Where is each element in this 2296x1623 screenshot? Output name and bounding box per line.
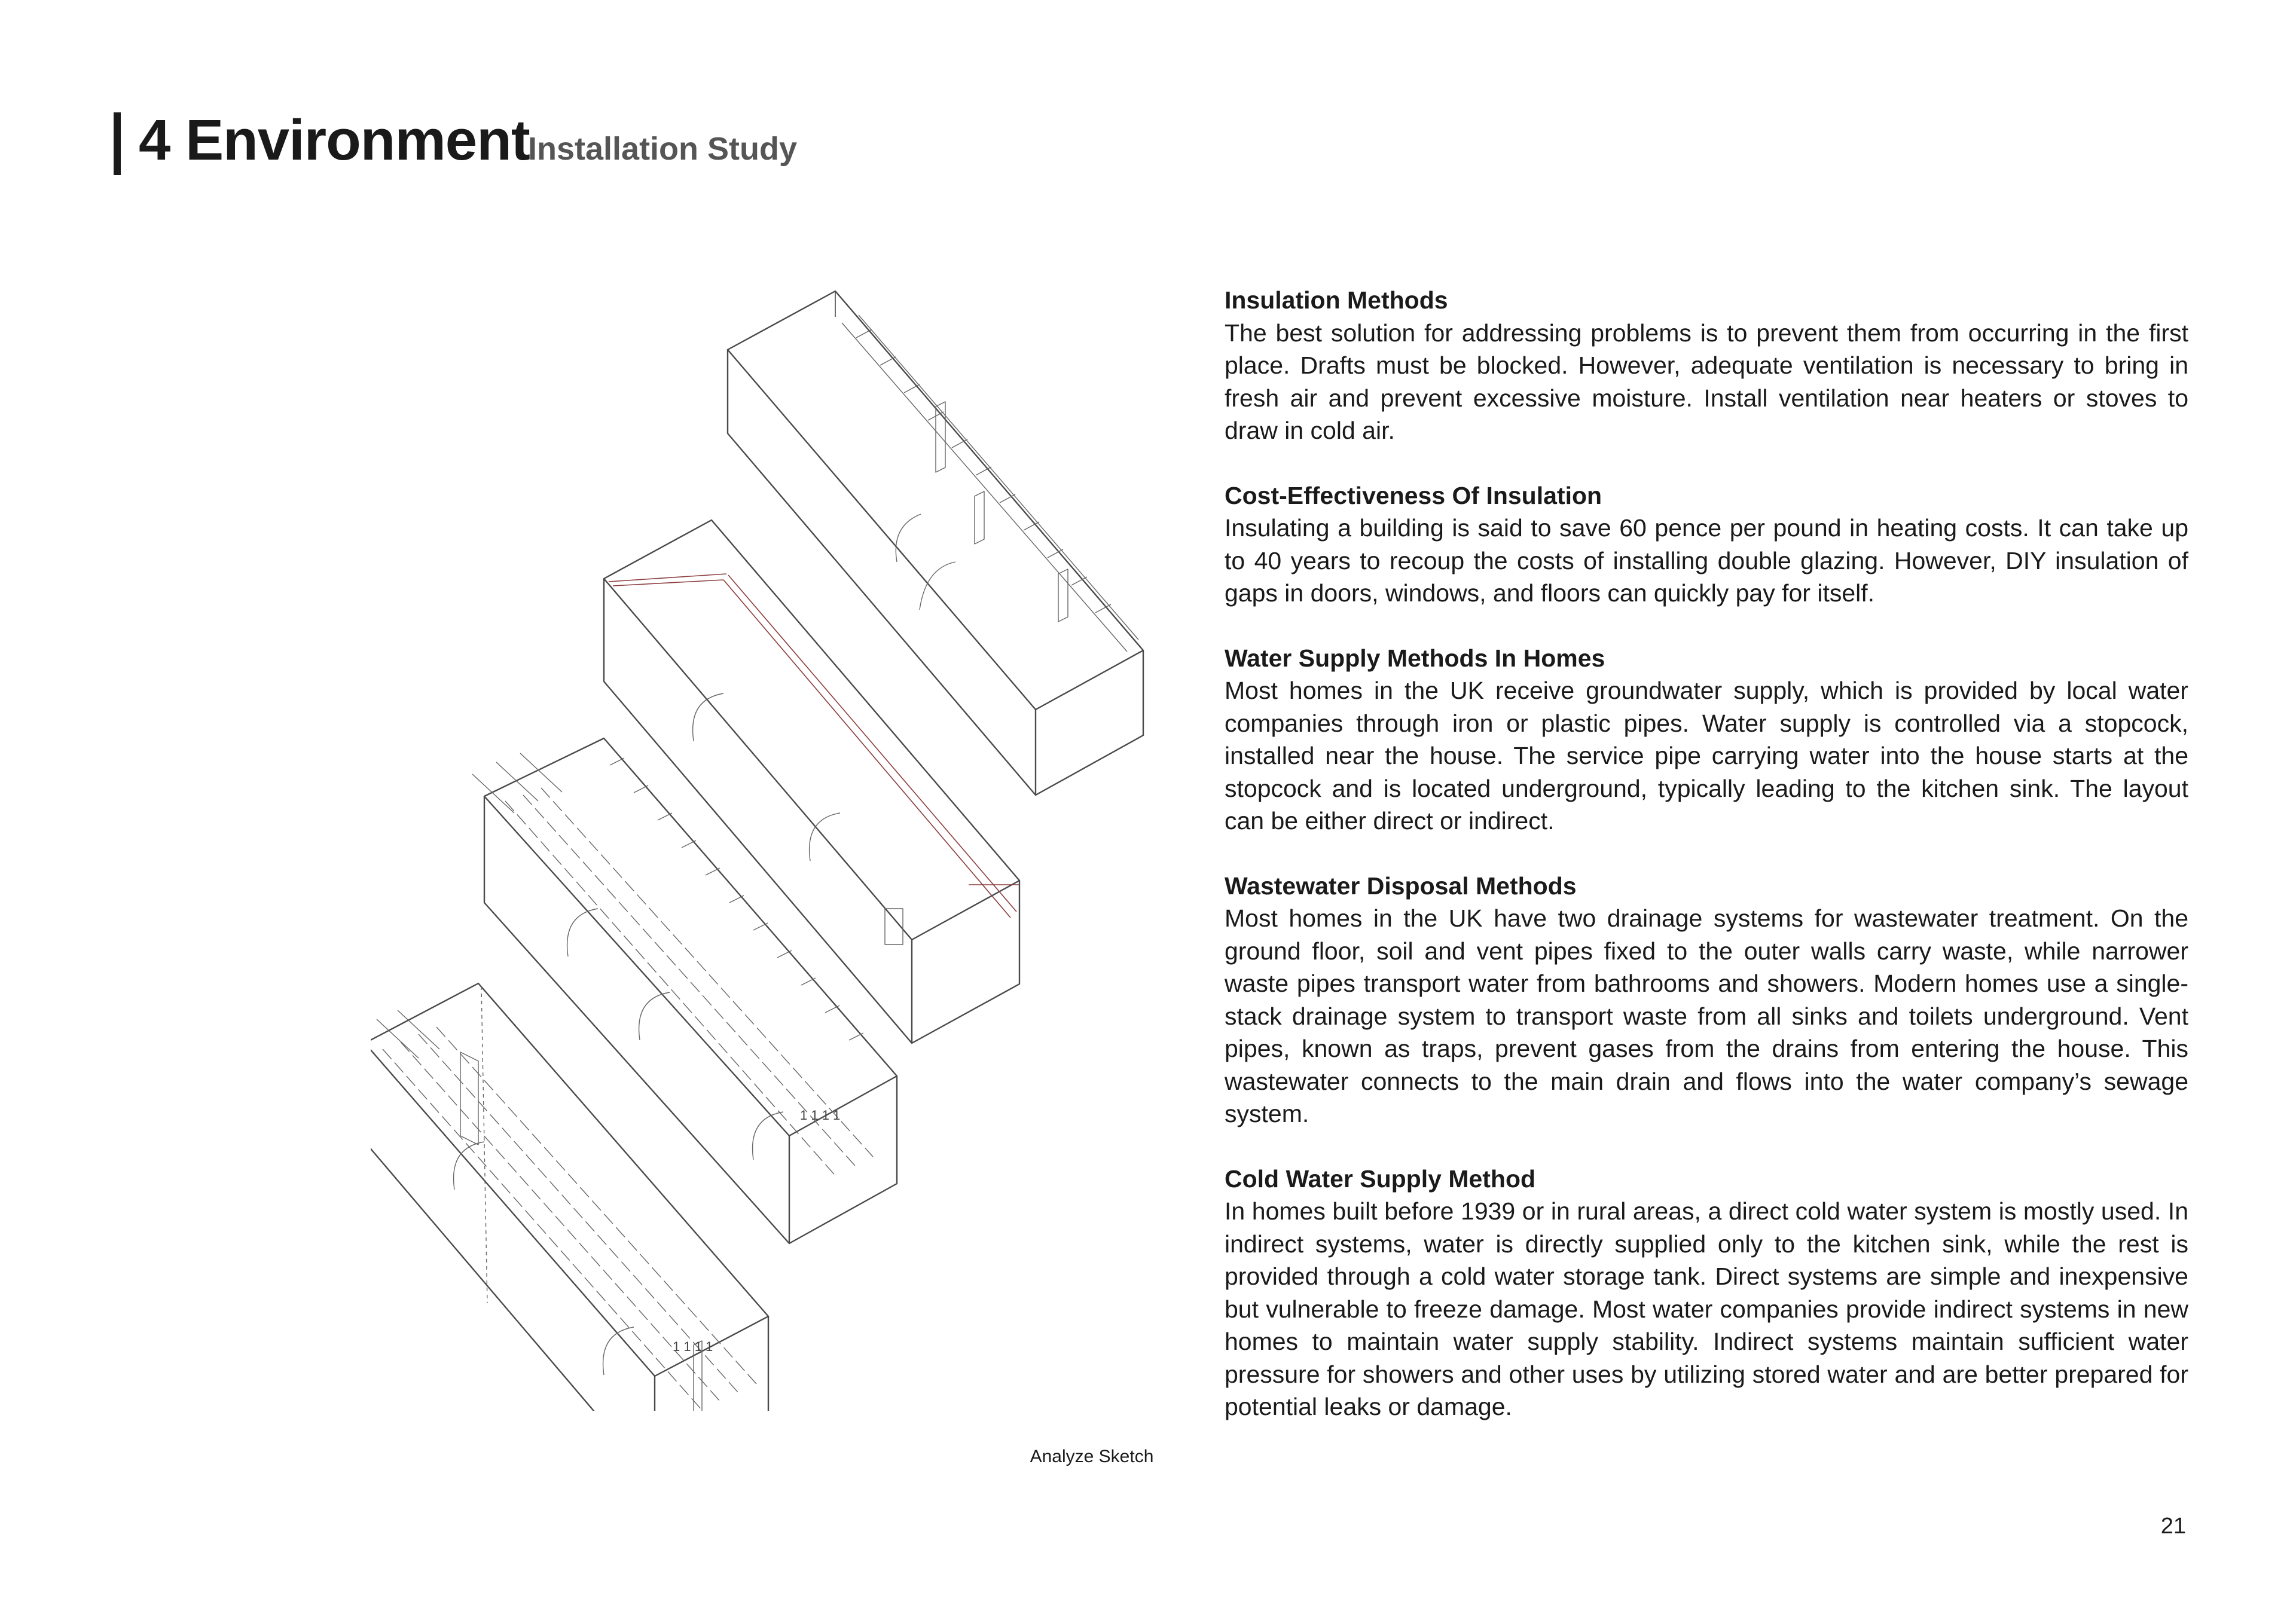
section-heading: Insulation Methods [1225,286,1448,314]
sketch-label-1: 1 1 1 1 [800,1108,841,1123]
sketch-block-1 [728,291,1143,795]
section-body: Most homes in the UK have two drainage systems for wastewater treatment. On the ground floor, soil and vent pipes fixed to the outer walls carry waste, while narrower waste pipes transport water from bathrooms and showers. Modern homes use a single-stack drainage system to transport waste from all sinks and toilets underground. Vent pipes, known as traps, prevent gases from the drains from entering the house. This wastewater connects to the main drain and flows into the water company’s sewage system. [1225,904,2188,1127]
figure-caption: Analyze Sketch [1030,1447,1154,1466]
section-cost-effectiveness [1225,479,2188,610]
section-cold-water-supply [1225,1163,2188,1423]
section-heading: Water Supply Methods In Homes [1225,644,1605,672]
sketch-label-2: 1 1 1 1 [673,1339,713,1354]
sketch-block-2 [604,520,1019,1043]
analyze-sketch [371,287,1160,1411]
section-water-supply [1225,642,2188,838]
title-accent-bar [114,112,121,175]
section-insulation-methods [1225,284,2188,447]
page-number: 21 [2160,1514,2186,1539]
section-wastewater-disposal [1225,870,2188,1130]
page-title: 4 Environment [139,108,530,172]
section-heading: Cold Water Supply Method [1225,1164,1536,1193]
section-body: Insulating a building is said to save 60 pence per pound in heating costs. It can take up to 40 years to recoup the costs of installing double glazing. However, DIY insulation of gaps in doors, windows, and floors can quickly pay for itself. [1225,514,2188,607]
section-heading: Cost-Effectiveness Of Insulation [1225,481,1602,509]
sketch-block-4 [371,983,768,1411]
section-body: The best solution for addressing problems is to prevent them from occurring in the first place. Drafts must be blocked. However, adequate ventilation is necessary to bring in fresh air and prevent excessive moisture. Install ventilation near heaters or stoves to draw in cold air. [1225,319,2188,444]
section-body: Most homes in the UK receive groundwater supply, which is provided by local water companies through iron or plastic pipes. Water supply is controlled via a stopcock, installed near the house. The service pipe carrying water into the house starts at the stopcock and is located underground, typically leading to the kitchen sink. The layout can be either direct or indirect. [1225,677,2188,835]
text-column [1225,284,2188,1456]
section-body: In homes built before 1939 or in rural areas, a direct cold water system is mostly used. In indirect systems, water is directly supplied only to the kitchen sink, while the rest is provided through a cold water storage tank. Direct systems are simple and inexpensive but vulnerable to freeze damage. Most water companies provide indirect systems in new homes to maintain water supply stability. Indirect systems maintain sufficient water pressure for showers and other uses by utilizing stored water and are better prepared for potential leaks or damage. [1225,1197,2188,1420]
sketch-block-3 [472,738,897,1243]
page-subtitle: Installation Study [528,131,798,167]
section-heading: Wastewater Disposal Methods [1225,872,1577,900]
